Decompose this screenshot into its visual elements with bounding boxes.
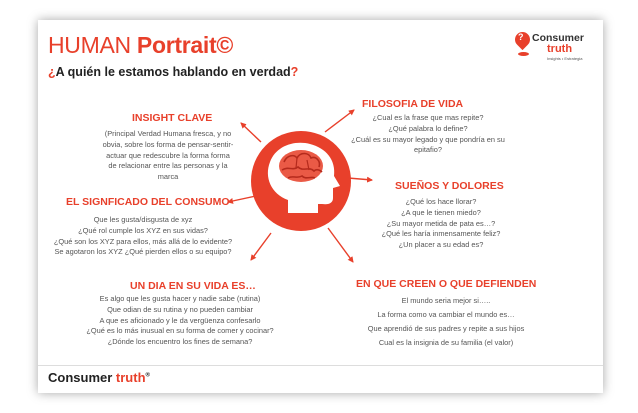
- arrow-consumo: [228, 196, 256, 202]
- title-bold: Portrait©: [136, 32, 233, 58]
- creen-line: Cual es la insignia de su familia (el valor): [378, 338, 514, 347]
- filosofia-line: ¿Cuál es su mayor legado y que pondría en su: [351, 134, 505, 144]
- suenos-line: ¿Qué les haría inmensamente feliz?: [381, 229, 501, 239]
- footer-registered: ®: [145, 372, 150, 379]
- suenos-line: ¿Qué los hace llorar?: [405, 197, 477, 206]
- footer-logo: [48, 370, 150, 385]
- insight-body: [88, 129, 248, 183]
- dia-body: [80, 294, 280, 348]
- consumo-line: ¿Qué rol cumple los XYZ en sus vidas?: [78, 225, 208, 235]
- suenos-title: SUEÑOS Y DOLORES: [395, 180, 504, 192]
- insight-line: (Principal Verdad Humana fresca, y no: [104, 129, 232, 138]
- suenos-line: ¿Un placer a su edad es?: [398, 240, 484, 250]
- filosofia-line: ¿Cual es la frase que mas repite?: [372, 113, 484, 122]
- dia-line: Es algo que les gusta hacer y nadie sabe (rutina): [99, 294, 261, 303]
- filosofia-line: epitafio?: [414, 145, 442, 155]
- filosofia-body: [338, 113, 518, 156]
- insight-line: obvia, sobre los forma de pensar-sentir-: [102, 139, 234, 149]
- insight-line: actuar que redescubre la forma forma: [106, 150, 230, 160]
- filosofia-title: FILOSOFIA DE VIDA: [362, 98, 464, 110]
- subtitle-text: A quién le estamos hablando en verdad: [55, 65, 291, 79]
- suenos-line: ¿Su mayor metida de pata es…?: [386, 218, 496, 228]
- dia-line: A que es aficionado y le da vergüenza confesarlo: [99, 315, 261, 325]
- consumo-line: Que les gusta/disgusta de xyz: [93, 215, 193, 224]
- consumo-body: [43, 215, 243, 258]
- creen-line: La forma como va cambiar el mundo es…: [377, 310, 515, 319]
- arrow-suenos: [348, 178, 372, 180]
- footer-consumer: Consumer: [48, 370, 113, 385]
- dia-line: Que odian de su rutina y no pueden cambiar: [107, 304, 253, 314]
- consumo-line: ¿Qué son los XYZ para ellos, más allá de lo evidente?: [53, 236, 233, 246]
- consumo-title: EL SIGNFICADO DEL CONSUMO: [66, 196, 230, 208]
- dia-line: ¿Dónde los encuentro los fines de semana?: [107, 337, 253, 347]
- subtitle-q-open: ¿: [48, 65, 56, 79]
- footer-truth: truth: [115, 370, 146, 385]
- creen-line: Que aprendió de sus padres y repite a sus hijos: [367, 324, 525, 333]
- creen-body: [351, 294, 541, 350]
- logo-consumer: Consumer: [532, 32, 584, 44]
- arrow-creen: [328, 228, 353, 262]
- logo-truth: truth: [547, 43, 573, 55]
- logo-tagline: Insights • Estrategia: [547, 56, 583, 61]
- subtitle-q-close: ?: [290, 65, 299, 79]
- dia-title: UN DIA EN SU VIDA ES…: [130, 280, 256, 292]
- footer-divider: [38, 365, 603, 366]
- suenos-line: ¿A que le tienen miedo?: [401, 207, 481, 217]
- insight-line: de relacionar entre las personas y la: [108, 161, 228, 171]
- brain-icon: [279, 150, 323, 182]
- dia-line: ¿Qué es lo más inusual en su forma de comer y cocinar?: [86, 326, 274, 336]
- filosofia-line: ¿Qué palabra lo define?: [388, 123, 468, 133]
- insight-line: marca: [157, 172, 179, 182]
- title-light: HUMAN: [48, 32, 137, 58]
- suenos-body: [361, 197, 521, 251]
- creen-title: EN QUE CREEN O QUE DEFIENDEN: [356, 278, 537, 290]
- creen-line: El mundo seria mejor si…..: [401, 296, 491, 305]
- insight-title: INSIGHT CLAVE: [132, 112, 213, 124]
- arrow-dia: [251, 233, 271, 260]
- slide: [38, 20, 603, 393]
- pin-glyph: ?: [518, 32, 524, 42]
- consumo-line: Se agotaron los XYZ ¿Qué pierden ellos o su equipo?: [54, 247, 232, 257]
